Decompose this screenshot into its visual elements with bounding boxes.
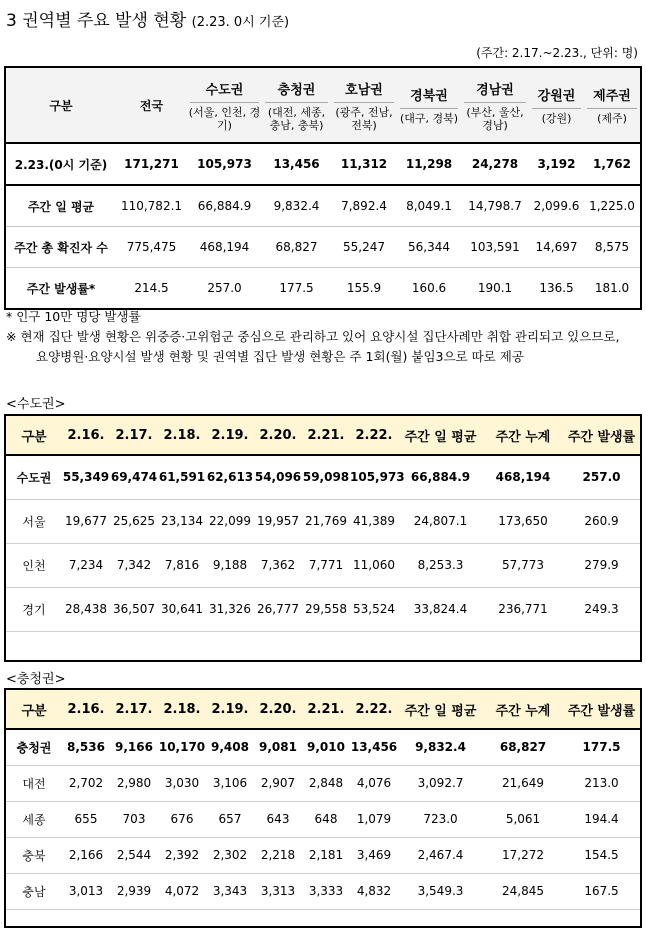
col-header: 주간 누계 bbox=[483, 415, 563, 455]
cell: 657 bbox=[206, 801, 254, 837]
col-header: 2.17. bbox=[110, 689, 158, 729]
cell: 9,188 bbox=[206, 543, 254, 587]
region-sub: (강원) bbox=[541, 112, 572, 125]
cell: 3,106 bbox=[206, 765, 254, 801]
cell: 3,343 bbox=[206, 873, 254, 909]
cell: 17,272 bbox=[483, 837, 563, 873]
page-title bbox=[6, 6, 289, 31]
summary-row bbox=[5, 268, 641, 310]
row-label: 서울 bbox=[5, 499, 62, 543]
col-header: 2.16. bbox=[62, 689, 110, 729]
cell: 2,907 bbox=[254, 765, 302, 801]
row-label: 인천 bbox=[5, 543, 62, 587]
chungcheong-row bbox=[5, 801, 641, 837]
region-sub: (대구, 경북) bbox=[399, 112, 459, 125]
cell: 1,079 bbox=[350, 801, 398, 837]
summary-header-row bbox=[5, 67, 641, 143]
cell: 257.0 bbox=[207, 281, 242, 295]
cell: 154.5 bbox=[563, 837, 641, 873]
region-name: 수도권 bbox=[190, 79, 259, 103]
col-header: 2.22. bbox=[350, 689, 398, 729]
header-region bbox=[187, 67, 262, 143]
col-header: 2.21. bbox=[302, 689, 350, 729]
cell: 31,326 bbox=[206, 587, 254, 631]
cell: 19,677 bbox=[62, 499, 110, 543]
cell: 3,333 bbox=[302, 873, 350, 909]
title-main: 3 권역별 주요 발생 현황 bbox=[6, 11, 187, 31]
cell: 9,408 bbox=[206, 729, 254, 765]
cell: 190.1 bbox=[477, 281, 513, 295]
row-label: 2.23.(0시 기준) bbox=[5, 143, 116, 185]
header-region bbox=[529, 67, 584, 143]
region-name: 호남권 bbox=[334, 79, 394, 103]
footnote: * 인구 10만 명당 발생률 bbox=[6, 309, 141, 324]
header-region bbox=[584, 67, 641, 143]
cell: 7,892.4 bbox=[331, 185, 397, 227]
cell: 24,278 bbox=[461, 143, 529, 185]
cell: 9,832.4 bbox=[398, 729, 483, 765]
empty-cell bbox=[5, 909, 641, 927]
cell: 55,247 bbox=[331, 227, 397, 268]
cell: 13,456 bbox=[262, 143, 331, 185]
cell: 9,010 bbox=[302, 729, 350, 765]
cell: 7,342 bbox=[110, 543, 158, 587]
cell: 36,507 bbox=[110, 587, 158, 631]
cell: 648 bbox=[302, 801, 350, 837]
cell: 5,061 bbox=[483, 801, 563, 837]
cell: 468,194 bbox=[187, 227, 262, 268]
cell: 260.9 bbox=[563, 499, 641, 543]
region-name: 경북권 bbox=[400, 85, 458, 109]
region-sub: (대전, 세종, 충남, 충북) bbox=[267, 105, 326, 132]
chungcheong-table bbox=[4, 688, 642, 928]
cell: 3,192 bbox=[529, 143, 584, 185]
cell: 1,762 bbox=[584, 143, 641, 185]
col-header: 주간 일 평균 bbox=[398, 689, 483, 729]
header-region bbox=[331, 67, 397, 143]
cell: 4,832 bbox=[350, 873, 398, 909]
summary-table bbox=[4, 66, 642, 310]
cell: 69,474 bbox=[110, 455, 158, 499]
cell: 3,313 bbox=[254, 873, 302, 909]
cell: 55,349 bbox=[62, 455, 110, 499]
chungcheong-row bbox=[5, 837, 641, 873]
col-header: 주간 발생률 bbox=[563, 689, 641, 729]
cell: 214.5 bbox=[134, 281, 169, 295]
region-sub: (제주) bbox=[597, 112, 627, 125]
capital-table bbox=[4, 414, 642, 662]
empty-row bbox=[5, 909, 641, 927]
cell: 30,641 bbox=[158, 587, 206, 631]
region-name: 경남권 bbox=[464, 79, 526, 103]
cell: 14,798.7 bbox=[461, 185, 529, 227]
cell: 61,591 bbox=[158, 455, 206, 499]
cell: 279.9 bbox=[563, 543, 641, 587]
chungcheong-row bbox=[5, 873, 641, 909]
cell: 105,973 bbox=[187, 143, 262, 185]
cell: 56,344 bbox=[397, 227, 461, 268]
capital-row bbox=[5, 587, 641, 631]
cell: 2,166 bbox=[62, 837, 110, 873]
cell: 29,558 bbox=[302, 587, 350, 631]
cell: 155.9 bbox=[346, 281, 382, 295]
cell: 703 bbox=[110, 801, 158, 837]
col-header: 2.19. bbox=[206, 415, 254, 455]
cell: 3,030 bbox=[158, 765, 206, 801]
cell: 105,973 bbox=[350, 455, 398, 499]
cell: 25,625 bbox=[110, 499, 158, 543]
cell: 28,438 bbox=[62, 587, 110, 631]
cell: 723.0 bbox=[398, 801, 483, 837]
cell: 257.0 bbox=[563, 455, 641, 499]
region-name: 강원권 bbox=[532, 85, 581, 109]
cell: 468,194 bbox=[483, 455, 563, 499]
cell: 160.6 bbox=[411, 281, 447, 295]
cell: 59,098 bbox=[302, 455, 350, 499]
cell: 11,298 bbox=[397, 143, 461, 185]
cell: 9,081 bbox=[254, 729, 302, 765]
cell: 21,769 bbox=[302, 499, 350, 543]
cell: 1,225.0 bbox=[584, 185, 641, 227]
cell: 7,771 bbox=[302, 543, 350, 587]
chungcheong-row bbox=[5, 729, 641, 765]
cell: 2,392 bbox=[158, 837, 206, 873]
cell: 177.5 bbox=[563, 729, 641, 765]
cell: 2,467.4 bbox=[398, 837, 483, 873]
cell: 2,980 bbox=[110, 765, 158, 801]
cell: 655 bbox=[62, 801, 110, 837]
row-label: 충북 bbox=[5, 837, 62, 873]
cell: 643 bbox=[254, 801, 302, 837]
cell: 3,092.7 bbox=[398, 765, 483, 801]
cell: 7,362 bbox=[254, 543, 302, 587]
summary-row bbox=[5, 227, 641, 268]
capital-header-row bbox=[5, 415, 641, 455]
region-sub: (광주, 전남, 전북) bbox=[335, 105, 393, 132]
cell: 3,469 bbox=[350, 837, 398, 873]
cell: 26,777 bbox=[254, 587, 302, 631]
col-header: 2.16. bbox=[62, 415, 110, 455]
cell: 10,170 bbox=[158, 729, 206, 765]
row-label: 주간 총 확진자 수 bbox=[5, 227, 116, 268]
title-basis: (2.23. 0시 기준) bbox=[191, 15, 290, 30]
cell: 53,524 bbox=[350, 587, 398, 631]
header-region bbox=[262, 67, 331, 143]
cell: 4,076 bbox=[350, 765, 398, 801]
empty-row bbox=[5, 631, 641, 661]
cell: 33,824.4 bbox=[398, 587, 483, 631]
col-header: 2.22. bbox=[350, 415, 398, 455]
cell: 21,649 bbox=[483, 765, 563, 801]
cell: 8,253.3 bbox=[398, 543, 483, 587]
cell: 9,832.4 bbox=[262, 185, 331, 227]
cell: 676 bbox=[158, 801, 206, 837]
cell: 11,312 bbox=[331, 143, 397, 185]
cell: 22,099 bbox=[206, 499, 254, 543]
cell: 19,957 bbox=[254, 499, 302, 543]
cell: 2,218 bbox=[254, 837, 302, 873]
cell: 171,271 bbox=[116, 143, 187, 185]
cell: 194.4 bbox=[563, 801, 641, 837]
cell: 13,456 bbox=[350, 729, 398, 765]
cell: 14,697 bbox=[529, 227, 584, 268]
region-sub: (부산, 울산, 경남) bbox=[466, 105, 524, 132]
cell: 249.3 bbox=[563, 587, 641, 631]
cell: 236,771 bbox=[483, 587, 563, 631]
cell: 68,827 bbox=[483, 729, 563, 765]
capital-row bbox=[5, 499, 641, 543]
region-name: 충청권 bbox=[265, 79, 328, 103]
cell: 8,049.1 bbox=[397, 185, 461, 227]
col-header: 주간 발생률 bbox=[563, 415, 641, 455]
col-header: 주간 일 평균 bbox=[398, 415, 483, 455]
col-header: 2.20. bbox=[254, 689, 302, 729]
cell: 54,096 bbox=[254, 455, 302, 499]
cell: 110,782.1 bbox=[116, 185, 187, 227]
unit-note: (주간: 2.17.~2.23., 단위: 명) bbox=[476, 46, 638, 60]
row-label: 주간 일 평균 bbox=[5, 185, 116, 227]
region-sub: (서울, 인천, 경기) bbox=[188, 105, 261, 132]
cell: 23,134 bbox=[158, 499, 206, 543]
cell: 68,827 bbox=[262, 227, 331, 268]
cell: 7,234 bbox=[62, 543, 110, 587]
cell: 2,848 bbox=[302, 765, 350, 801]
cell: 66,884.9 bbox=[398, 455, 483, 499]
notice: ※ 현재 집단 발생 현황은 위중증·고위험군 중심으로 관리하고 있어 요양시설 집단사례만 취합 관리되고 있으므로, bbox=[6, 329, 620, 344]
cell: 2,939 bbox=[110, 873, 158, 909]
cell: 66,884.9 bbox=[187, 185, 262, 227]
row-label: 수도권 bbox=[5, 455, 62, 499]
chungcheong-header-row bbox=[5, 689, 641, 729]
cell: 2,181 bbox=[302, 837, 350, 873]
summary-row bbox=[5, 185, 641, 227]
header-region bbox=[397, 67, 461, 143]
cell: 11,060 bbox=[350, 543, 398, 587]
cell: 24,807.1 bbox=[398, 499, 483, 543]
col-header: 2.21. bbox=[302, 415, 350, 455]
cell: 41,389 bbox=[350, 499, 398, 543]
row-label: 대전 bbox=[5, 765, 62, 801]
row-label: 충남 bbox=[5, 873, 62, 909]
cell: 136.5 bbox=[539, 281, 574, 295]
header-national: 전국 bbox=[116, 67, 187, 143]
header-category: 구분 bbox=[5, 67, 116, 143]
cell: 24,845 bbox=[483, 873, 563, 909]
col-header: 구분 bbox=[5, 689, 62, 729]
cell: 167.5 bbox=[563, 873, 641, 909]
cell: 103,591 bbox=[461, 227, 529, 268]
col-header: 2.18. bbox=[158, 689, 206, 729]
cell: 9,166 bbox=[110, 729, 158, 765]
cell: 3,013 bbox=[62, 873, 110, 909]
cell: 7,816 bbox=[158, 543, 206, 587]
cell: 4,072 bbox=[158, 873, 206, 909]
header-region bbox=[461, 67, 529, 143]
col-header: 2.18. bbox=[158, 415, 206, 455]
cell: 2,702 bbox=[62, 765, 110, 801]
row-label: 경기 bbox=[5, 587, 62, 631]
cell: 173,650 bbox=[483, 499, 563, 543]
col-header: 주간 누계 bbox=[483, 689, 563, 729]
summary-row bbox=[5, 143, 641, 185]
row-label: 세종 bbox=[5, 801, 62, 837]
cell: 2,302 bbox=[206, 837, 254, 873]
col-header: 구분 bbox=[5, 415, 62, 455]
cell: 8,575 bbox=[584, 227, 641, 268]
col-header: 2.20. bbox=[254, 415, 302, 455]
cell: 177.5 bbox=[279, 281, 314, 295]
section-title-capital: <수도권> bbox=[6, 397, 66, 412]
row-label: 충청권 bbox=[5, 729, 62, 765]
cell: 2,544 bbox=[110, 837, 158, 873]
cell: 3,549.3 bbox=[398, 873, 483, 909]
cell: 213.0 bbox=[563, 765, 641, 801]
cell: 57,773 bbox=[483, 543, 563, 587]
chungcheong-row bbox=[5, 765, 641, 801]
section-title-chungcheong: <충청권> bbox=[6, 672, 66, 687]
cell: 181.0 bbox=[594, 281, 630, 295]
capital-row bbox=[5, 455, 641, 499]
col-header: 2.17. bbox=[110, 415, 158, 455]
row-label: 주간 발생률* bbox=[26, 281, 96, 296]
capital-row bbox=[5, 543, 641, 587]
region-name: 제주권 bbox=[587, 85, 637, 109]
cell: 775,475 bbox=[116, 227, 187, 268]
cell: 2,099.6 bbox=[529, 185, 584, 227]
empty-cell bbox=[5, 631, 641, 661]
cell: 8,536 bbox=[62, 729, 110, 765]
cell: 62,613 bbox=[206, 455, 254, 499]
col-header: 2.19. bbox=[206, 689, 254, 729]
notice-continued: 요양병원·요양시설 발생 현황 및 권역별 집단 발생 현황은 주 1회(월) 붙임3으로 따로 제공 bbox=[36, 349, 524, 364]
